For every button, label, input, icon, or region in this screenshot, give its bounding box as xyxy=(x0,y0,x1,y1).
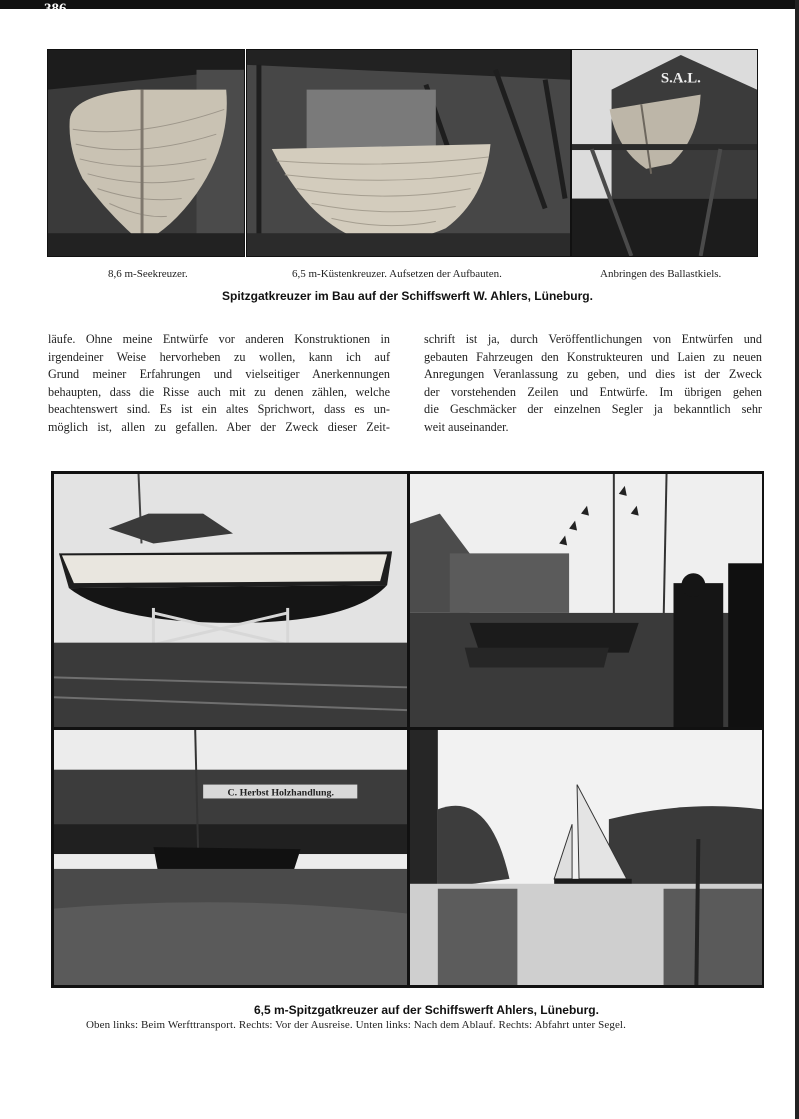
text-line: weit auseinander. xyxy=(424,419,509,434)
shed-sign-holzhandlung: C. Herbst Holzhandlung. xyxy=(227,787,334,799)
text-column-left xyxy=(48,331,390,437)
photo-ballastkiel xyxy=(571,49,758,257)
text-line: möglich ist, allen zu gefallen. Aber der Zweck dieser Zeit- xyxy=(48,419,390,434)
text-line: gebauten Fahrzeugen den Konstrukteuren und Laien zu neuen xyxy=(424,349,762,364)
photo-ausreise xyxy=(409,473,763,728)
photo-nach-dem-ablauf xyxy=(53,729,408,986)
photo-kuestenkreuzer xyxy=(246,49,571,257)
text-line: der vorstehenden Zeilen und Entwürfe. Im übrigen gehen xyxy=(424,384,762,399)
text-line: die Geschmäcker der einzelnen Segler ja bekanntlich sehr xyxy=(424,402,762,417)
text-line: läufe. Ohne meine Entwürfe vor anderen Konstruktionen in xyxy=(48,332,390,346)
text-line: behaupten, dass die Risse auch mit zu denen zählen, welche xyxy=(48,384,390,399)
page-top-bar xyxy=(0,0,799,9)
text-line: schrift ist ja, durch Veröffentlichungen von Entwürfen und xyxy=(424,332,762,346)
text-column-right xyxy=(424,331,762,437)
top-figure-title: Spitzgatkreuzer im Bau auf der Schiffswerft W. Ahlers, Lüneburg. xyxy=(222,289,593,303)
text-line: beachtenswert sind. Es ist ein altes Sprichwort, dass es un- xyxy=(48,402,390,417)
text-line: Anregungen Veranlassung zu geben, und dies ist der Zweck xyxy=(424,367,762,382)
bottom-figure-caption: Oben links: Beim Werfttransport. Rechts: Vor der Ausreise. Unten links: Nach dem Ablauf. Rechts: Abfahrt unter Segel. xyxy=(86,1019,626,1031)
photo-abfahrt-unter-segel xyxy=(409,729,763,986)
text-line: irgendeiner Weise hervorheben zu wollen, kann ich auf xyxy=(48,349,390,364)
text-line: Grund meiner Erfahrungen und vielseitiger Anerkennungen xyxy=(48,367,390,382)
photo-werfttransport xyxy=(53,473,408,728)
caption-seekreuzer: 8,6 m-Seekreuzer. xyxy=(108,268,188,280)
shed-sign: S.A.L. xyxy=(660,70,701,87)
scan-edge xyxy=(795,0,799,1119)
caption-kuestenkreuzer: 6,5 m-Küstenkreuzer. Aufsetzen der Aufbauten. xyxy=(292,268,502,280)
bottom-figure-title: 6,5 m-Spitzgatkreuzer auf der Schiffswerft Ahlers, Lüneburg. xyxy=(254,1003,599,1017)
page-number: 386 xyxy=(44,1,67,17)
caption-ballastkiel: Anbringen des Ballastkiels. xyxy=(600,268,722,280)
photo-seekreuzer xyxy=(47,49,245,257)
